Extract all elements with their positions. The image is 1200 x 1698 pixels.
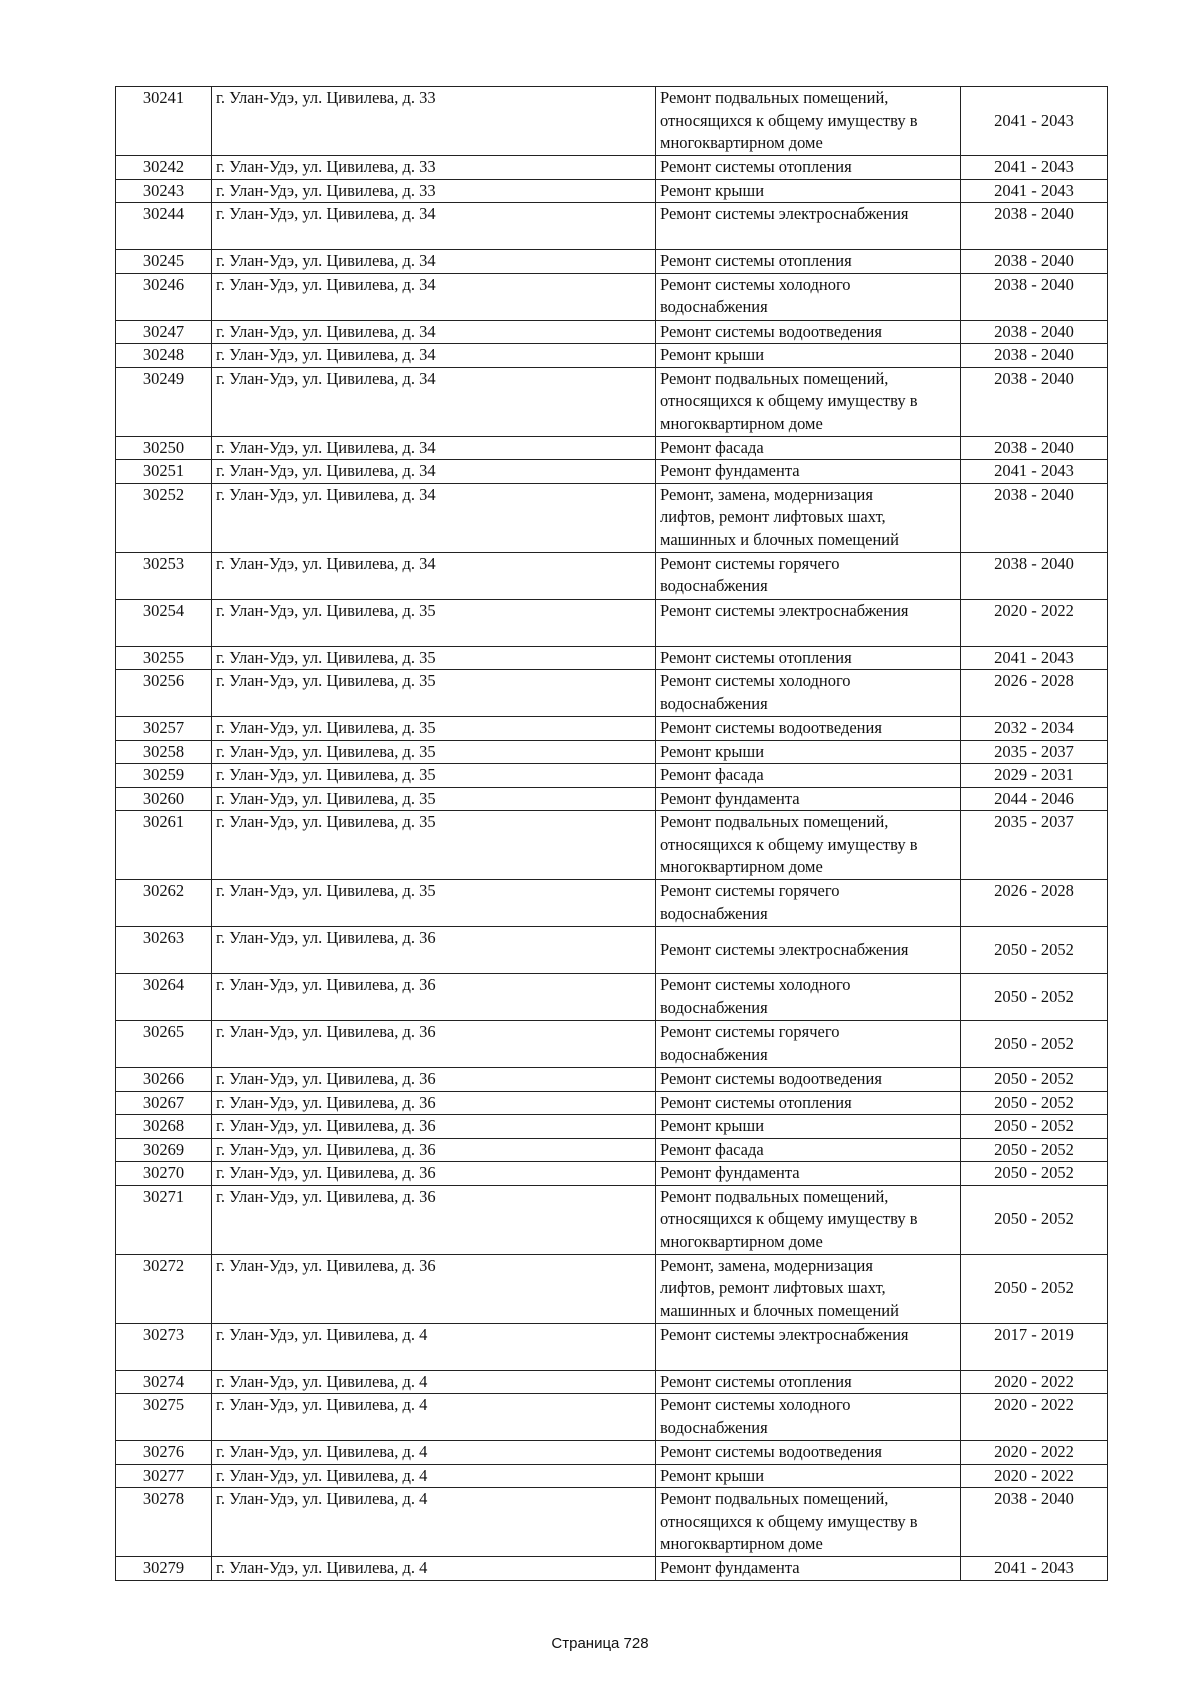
row-number-cell: 30275 xyxy=(116,1394,212,1441)
work-type-cell: Ремонт системы электроснабжения xyxy=(656,599,961,646)
work-type-cell: Ремонт системы холодного водоснабжения xyxy=(656,273,961,320)
period-cell: 2050 - 2052 xyxy=(961,1068,1108,1092)
table-row xyxy=(116,1557,1108,1581)
period-cell: 2032 - 2034 xyxy=(961,717,1108,741)
period-cell: 2050 - 2052 xyxy=(961,1091,1108,1115)
address-cell: г. Улан-Удэ, ул. Цивилева, д. 34 xyxy=(212,436,656,460)
period-cell: 2050 - 2052 xyxy=(961,1162,1108,1186)
row-number-cell: 30269 xyxy=(116,1138,212,1162)
period-cell: 2020 - 2022 xyxy=(961,1441,1108,1465)
period-cell: 2038 - 2040 xyxy=(961,1488,1108,1557)
period-cell: 2026 - 2028 xyxy=(961,670,1108,717)
address-cell: г. Улан-Удэ, ул. Цивилева, д. 36 xyxy=(212,1185,656,1254)
address-cell: г. Улан-Удэ, ул. Цивилева, д. 4 xyxy=(212,1441,656,1465)
table-row xyxy=(116,1488,1108,1557)
row-number-cell: 30249 xyxy=(116,367,212,436)
work-type-cell: Ремонт системы горячего водоснабжения xyxy=(656,552,961,599)
row-number-cell: 30258 xyxy=(116,740,212,764)
address-cell: г. Улан-Удэ, ул. Цивилева, д. 4 xyxy=(212,1464,656,1488)
address-cell: г. Улан-Удэ, ул. Цивилева, д. 34 xyxy=(212,344,656,368)
table-row xyxy=(116,811,1108,880)
address-cell: г. Улан-Удэ, ул. Цивилева, д. 35 xyxy=(212,670,656,717)
work-type-cell: Ремонт системы горячего водоснабжения xyxy=(656,880,961,927)
work-type-cell: Ремонт системы водоотведения xyxy=(656,717,961,741)
period-cell: 2038 - 2040 xyxy=(961,320,1108,344)
address-cell: г. Улан-Удэ, ул. Цивилева, д. 35 xyxy=(212,764,656,788)
row-number-cell: 30279 xyxy=(116,1557,212,1581)
table-row xyxy=(116,764,1108,788)
row-number-cell: 30271 xyxy=(116,1185,212,1254)
address-cell: г. Улан-Удэ, ул. Цивилева, д. 34 xyxy=(212,273,656,320)
row-number-cell: 30254 xyxy=(116,599,212,646)
work-type-cell: Ремонт подвальных помещений, относящихся к общему имуществу в многоквартирном доме xyxy=(656,1185,961,1254)
period-cell: 2035 - 2037 xyxy=(961,740,1108,764)
work-type-cell: Ремонт системы горячего водоснабжения xyxy=(656,1021,961,1068)
table-row xyxy=(116,974,1108,1021)
work-type-cell: Ремонт крыши xyxy=(656,344,961,368)
work-type-cell: Ремонт фасада xyxy=(656,1138,961,1162)
row-number-cell: 30278 xyxy=(116,1488,212,1557)
period-cell: 2026 - 2028 xyxy=(961,880,1108,927)
address-cell: г. Улан-Удэ, ул. Цивилева, д. 35 xyxy=(212,787,656,811)
work-type-cell: Ремонт фасада xyxy=(656,436,961,460)
address-cell: г. Улан-Удэ, ул. Цивилева, д. 36 xyxy=(212,1091,656,1115)
period-cell: 2050 - 2052 xyxy=(961,974,1108,1021)
row-number-cell: 30242 xyxy=(116,156,212,180)
table-row xyxy=(116,1091,1108,1115)
row-number-cell: 30246 xyxy=(116,273,212,320)
period-cell: 2020 - 2022 xyxy=(961,599,1108,646)
work-type-cell: Ремонт системы водоотведения xyxy=(656,1068,961,1092)
table-row xyxy=(116,203,1108,250)
address-cell: г. Улан-Удэ, ул. Цивилева, д. 34 xyxy=(212,483,656,552)
period-cell: 2050 - 2052 xyxy=(961,1021,1108,1068)
work-type-cell: Ремонт крыши xyxy=(656,179,961,203)
period-cell: 2050 - 2052 xyxy=(961,1254,1108,1323)
address-cell: г. Улан-Удэ, ул. Цивилева, д. 33 xyxy=(212,179,656,203)
work-type-cell: Ремонт подвальных помещений, относящихся к общему имуществу в многоквартирном доме xyxy=(656,87,961,156)
work-type-cell: Ремонт подвальных помещений, относящихся к общему имуществу в многоквартирном доме xyxy=(656,811,961,880)
table-row xyxy=(116,1370,1108,1394)
table-row xyxy=(116,1162,1108,1186)
row-number-cell: 30257 xyxy=(116,717,212,741)
table-row xyxy=(116,320,1108,344)
row-number-cell: 30263 xyxy=(116,927,212,974)
period-cell: 2050 - 2052 xyxy=(961,1138,1108,1162)
work-type-cell: Ремонт фасада xyxy=(656,764,961,788)
table-row xyxy=(116,156,1108,180)
register-table-body xyxy=(116,87,1108,1581)
table-row xyxy=(116,1021,1108,1068)
table-row xyxy=(116,483,1108,552)
period-cell: 2041 - 2043 xyxy=(961,646,1108,670)
address-cell: г. Улан-Удэ, ул. Цивилева, д. 35 xyxy=(212,740,656,764)
period-cell: 2020 - 2022 xyxy=(961,1370,1108,1394)
address-cell: г. Улан-Удэ, ул. Цивилева, д. 4 xyxy=(212,1370,656,1394)
row-number-cell: 30277 xyxy=(116,1464,212,1488)
period-cell: 2041 - 2043 xyxy=(961,87,1108,156)
work-type-cell: Ремонт, замена, модернизация лифтов, ремонт лифтовых шахт, машинных и блочных помещений xyxy=(656,483,961,552)
row-number-cell: 30274 xyxy=(116,1370,212,1394)
page-number: Страница 728 xyxy=(551,1635,649,1652)
table-row xyxy=(116,87,1108,156)
address-cell: г. Улан-Удэ, ул. Цивилева, д. 4 xyxy=(212,1394,656,1441)
period-cell: 2041 - 2043 xyxy=(961,1557,1108,1581)
address-cell: г. Улан-Удэ, ул. Цивилева, д. 36 xyxy=(212,1162,656,1186)
period-cell: 2038 - 2040 xyxy=(961,250,1108,274)
table-row xyxy=(116,344,1108,368)
work-type-cell: Ремонт системы холодного водоснабжения xyxy=(656,670,961,717)
address-cell: г. Улан-Удэ, ул. Цивилева, д. 34 xyxy=(212,203,656,250)
table-row xyxy=(116,717,1108,741)
period-cell: 2050 - 2052 xyxy=(961,1185,1108,1254)
period-cell: 2038 - 2040 xyxy=(961,483,1108,552)
address-cell: г. Улан-Удэ, ул. Цивилева, д. 36 xyxy=(212,1068,656,1092)
period-cell: 2044 - 2046 xyxy=(961,787,1108,811)
period-cell: 2041 - 2043 xyxy=(961,156,1108,180)
address-cell: г. Улан-Удэ, ул. Цивилева, д. 36 xyxy=(212,1254,656,1323)
table-row xyxy=(116,927,1108,974)
period-cell: 2035 - 2037 xyxy=(961,811,1108,880)
row-number-cell: 30266 xyxy=(116,1068,212,1092)
table-row xyxy=(116,740,1108,764)
period-cell: 2038 - 2040 xyxy=(961,436,1108,460)
address-cell: г. Улан-Удэ, ул. Цивилева, д. 4 xyxy=(212,1488,656,1557)
work-type-cell: Ремонт системы холодного водоснабжения xyxy=(656,974,961,1021)
table-row xyxy=(116,367,1108,436)
work-type-cell: Ремонт подвальных помещений, относящихся к общему имуществу в многоквартирном доме xyxy=(656,1488,961,1557)
period-cell: 2038 - 2040 xyxy=(961,273,1108,320)
period-cell: 2020 - 2022 xyxy=(961,1464,1108,1488)
row-number-cell: 30252 xyxy=(116,483,212,552)
work-type-cell: Ремонт фундамента xyxy=(656,787,961,811)
table-row xyxy=(116,670,1108,717)
address-cell: г. Улан-Удэ, ул. Цивилева, д. 4 xyxy=(212,1557,656,1581)
address-cell: г. Улан-Удэ, ул. Цивилева, д. 34 xyxy=(212,552,656,599)
work-type-cell: Ремонт системы водоотведения xyxy=(656,1441,961,1465)
table-row xyxy=(116,1323,1108,1370)
period-cell: 2038 - 2040 xyxy=(961,552,1108,599)
work-type-cell: Ремонт системы отопления xyxy=(656,646,961,670)
table-row xyxy=(116,646,1108,670)
row-number-cell: 30243 xyxy=(116,179,212,203)
address-cell: г. Улан-Удэ, ул. Цивилева, д. 36 xyxy=(212,1021,656,1068)
work-type-cell: Ремонт системы отопления xyxy=(656,250,961,274)
work-type-cell: Ремонт системы водоотведения xyxy=(656,320,961,344)
table-row xyxy=(116,1068,1108,1092)
row-number-cell: 30250 xyxy=(116,436,212,460)
address-cell: г. Улан-Удэ, ул. Цивилева, д. 33 xyxy=(212,156,656,180)
table-row xyxy=(116,1185,1108,1254)
table-row xyxy=(116,1115,1108,1139)
work-type-cell: Ремонт фундамента xyxy=(656,1162,961,1186)
table-row xyxy=(116,460,1108,484)
row-number-cell: 30251 xyxy=(116,460,212,484)
row-number-cell: 30247 xyxy=(116,320,212,344)
row-number-cell: 30245 xyxy=(116,250,212,274)
period-cell: 2041 - 2043 xyxy=(961,460,1108,484)
row-number-cell: 30259 xyxy=(116,764,212,788)
address-cell: г. Улан-Удэ, ул. Цивилева, д. 34 xyxy=(212,320,656,344)
row-number-cell: 30241 xyxy=(116,87,212,156)
address-cell: г. Улан-Удэ, ул. Цивилева, д. 34 xyxy=(212,460,656,484)
address-cell: г. Улан-Удэ, ул. Цивилева, д. 35 xyxy=(212,599,656,646)
address-cell: г. Улан-Удэ, ул. Цивилева, д. 36 xyxy=(212,1138,656,1162)
work-type-cell: Ремонт системы отопления xyxy=(656,1091,961,1115)
row-number-cell: 30256 xyxy=(116,670,212,717)
work-type-cell: Ремонт системы отопления xyxy=(656,1370,961,1394)
table-row xyxy=(116,1394,1108,1441)
work-type-cell: Ремонт подвальных помещений, относящихся к общему имуществу в многоквартирном доме xyxy=(656,367,961,436)
period-cell: 2029 - 2031 xyxy=(961,764,1108,788)
work-type-cell: Ремонт фундамента xyxy=(656,460,961,484)
address-cell: г. Улан-Удэ, ул. Цивилева, д. 36 xyxy=(212,974,656,1021)
address-cell: г. Улан-Удэ, ул. Цивилева, д. 34 xyxy=(212,367,656,436)
row-number-cell: 30264 xyxy=(116,974,212,1021)
work-type-cell: Ремонт системы электроснабжения xyxy=(656,203,961,250)
period-cell: 2050 - 2052 xyxy=(961,1115,1108,1139)
row-number-cell: 30276 xyxy=(116,1441,212,1465)
row-number-cell: 30260 xyxy=(116,787,212,811)
row-number-cell: 30267 xyxy=(116,1091,212,1115)
row-number-cell: 30261 xyxy=(116,811,212,880)
work-type-cell: Ремонт системы электроснабжения xyxy=(656,927,961,974)
table-row xyxy=(116,436,1108,460)
table-row xyxy=(116,1138,1108,1162)
register-table xyxy=(115,86,1108,1581)
row-number-cell: 30253 xyxy=(116,552,212,599)
row-number-cell: 30262 xyxy=(116,880,212,927)
table-row xyxy=(116,179,1108,203)
period-cell: 2020 - 2022 xyxy=(961,1394,1108,1441)
row-number-cell: 30255 xyxy=(116,646,212,670)
row-number-cell: 30268 xyxy=(116,1115,212,1139)
table-row xyxy=(116,787,1108,811)
period-cell: 2038 - 2040 xyxy=(961,203,1108,250)
period-cell: 2017 - 2019 xyxy=(961,1323,1108,1370)
row-number-cell: 30265 xyxy=(116,1021,212,1068)
work-type-cell: Ремонт, замена, модернизация лифтов, ремонт лифтовых шахт, машинных и блочных помещений xyxy=(656,1254,961,1323)
work-type-cell: Ремонт системы электроснабжения xyxy=(656,1323,961,1370)
period-cell: 2038 - 2040 xyxy=(961,367,1108,436)
address-cell: г. Улан-Удэ, ул. Цивилева, д. 4 xyxy=(212,1323,656,1370)
address-cell: г. Улан-Удэ, ул. Цивилева, д. 35 xyxy=(212,646,656,670)
work-type-cell: Ремонт системы отопления xyxy=(656,156,961,180)
work-type-cell: Ремонт системы холодного водоснабжения xyxy=(656,1394,961,1441)
table-row xyxy=(116,552,1108,599)
table-row xyxy=(116,1441,1108,1465)
row-number-cell: 30273 xyxy=(116,1323,212,1370)
work-type-cell: Ремонт крыши xyxy=(656,740,961,764)
table-row xyxy=(116,1464,1108,1488)
address-cell: г. Улан-Удэ, ул. Цивилева, д. 35 xyxy=(212,717,656,741)
table-row xyxy=(116,1254,1108,1323)
work-type-cell: Ремонт крыши xyxy=(656,1115,961,1139)
address-cell: г. Улан-Удэ, ул. Цивилева, д. 35 xyxy=(212,880,656,927)
period-cell: 2041 - 2043 xyxy=(961,179,1108,203)
address-cell: г. Улан-Удэ, ул. Цивилева, д. 36 xyxy=(212,927,656,974)
period-cell: 2038 - 2040 xyxy=(961,344,1108,368)
table-row xyxy=(116,273,1108,320)
address-cell: г. Улан-Удэ, ул. Цивилева, д. 36 xyxy=(212,1115,656,1139)
row-number-cell: 30244 xyxy=(116,203,212,250)
row-number-cell: 30272 xyxy=(116,1254,212,1323)
table-row xyxy=(116,880,1108,927)
address-cell: г. Улан-Удэ, ул. Цивилева, д. 35 xyxy=(212,811,656,880)
address-cell: г. Улан-Удэ, ул. Цивилева, д. 33 xyxy=(212,87,656,156)
work-type-cell: Ремонт фундамента xyxy=(656,1557,961,1581)
table-row xyxy=(116,599,1108,646)
row-number-cell: 30248 xyxy=(116,344,212,368)
period-cell: 2050 - 2052 xyxy=(961,927,1108,974)
table-row xyxy=(116,250,1108,274)
work-type-cell: Ремонт крыши xyxy=(656,1464,961,1488)
address-cell: г. Улан-Удэ, ул. Цивилева, д. 34 xyxy=(212,250,656,274)
row-number-cell: 30270 xyxy=(116,1162,212,1186)
